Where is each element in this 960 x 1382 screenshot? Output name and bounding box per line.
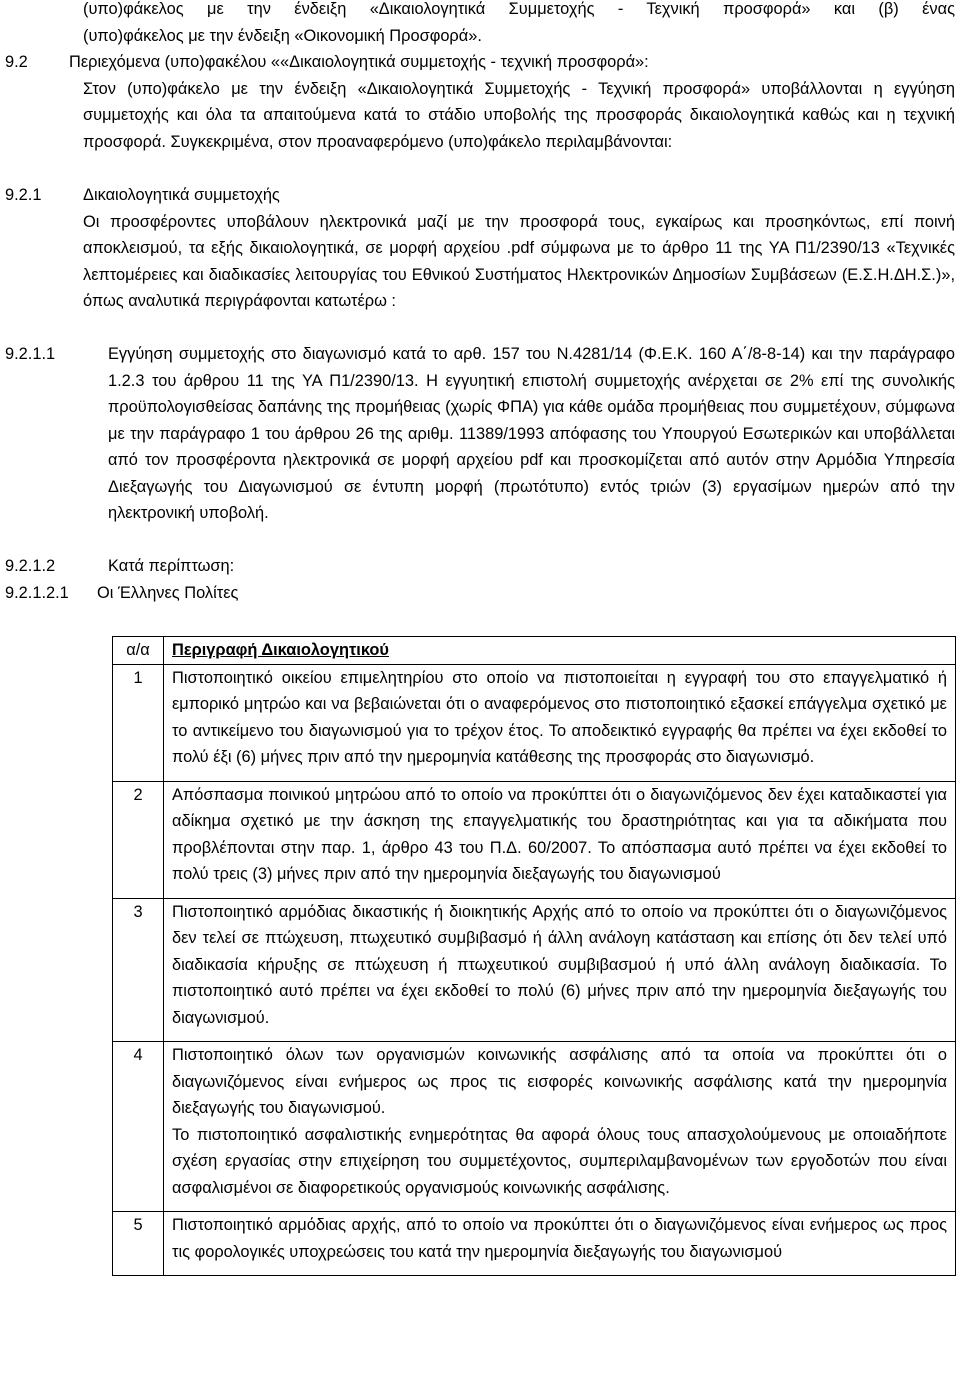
section-body: Οι προσφέροντες υποβάλουν ηλεκτρονικά μαζί με την προσφορά τους, εγκαίρως και προσηκόντως, επί ποινή αποκλεισμού, τα εξής δικαιολογητικά, σε μορφή αρχείου .pdf σύμφωνα με το άρθρο 11 της ΥΑ Π1/2390/13 «Τεχνικές λεπτομέρειες και διαδικασίες λειτουργίας του Εθνικού Συστήματος Ηλεκτρονικών Δημοσίων Συμβάσεων (Ε.Σ.Η.ΔΗ.Σ.)», όπως αναλυτικά περιγράφονται κατωτέρω :: [83, 212, 955, 310]
intro-line-2: (υπο)φάκελος με την ένδειξη «Οικονομική Προσφορά».: [83, 26, 482, 45]
section-title: Οι Έλληνες Πολίτες: [97, 584, 239, 602]
section-9-2-1-2-1: [5, 580, 955, 607]
description-paragraph: Πιστοποιητικό αρμόδιας αρχής, από το οποίο να προκύπτει ότι ο διαγωνιζόμενος είναι ενήμερος ως προς τις φορολογικές υποχρεώσεις του κατά την ημερομηνία διεξαγωγής του διαγωνισμού: [172, 1216, 947, 1261]
row-number: 1: [113, 664, 164, 781]
table-row: [113, 898, 956, 1042]
row-number: 2: [113, 781, 164, 898]
documents-table: [112, 636, 956, 1276]
row-description: [164, 664, 956, 781]
section-number: 9.2.1.2.1: [5, 584, 69, 602]
section-title: Δικαιολογητικά συμμετοχής: [83, 186, 280, 204]
section-body: Εγγύηση συμμετοχής στο διαγωνισμό κατά το αρθ. 157 του Ν.4281/14 (Φ.Ε.Κ. 160 Α΄/8-8-14) και την παράγραφο 1.2.3 του άρθρου 11 της ΥΑ Π1/2390/13. Η εγγυητική επιστολή συμμετοχής ανέρχεται σε 2% επί της συνολικής προϋπολογισθείσας δαπάνης της προμήθειας (χωρίς ΦΠΑ) για κάθε ομάδα προμήθειας που συμμετέχουν, σύμφωνα με την παράγραφο 1 του άρθρου 26 της αριθμ. 11389/1993 απόφασης του Υπουργού Εσωτερικών και υποβάλλεται από τον προσφέροντα ηλεκτρονικά σε μορφή αρχείου pdf και προσκομίζεται από αυτόν στην Αρμόδια Υπηρεσία Διεξαγωγής του Διαγωνισμού σε έντυπη μορφή (πρωτότυπο) εντός τριών (3) εργασίμων ημερών από την ηλεκτρονική υποβολή.: [108, 345, 955, 522]
section-9-2: [5, 49, 955, 155]
section-number: 9.2.1: [5, 186, 42, 204]
section-9-2-1-2: [5, 553, 955, 580]
description-paragraph: Το πιστοποιητικό ασφαλιστικής ενημερότητας θα αφορά όλους τους απασχολούμενους με οποιαδήποτε σχέση εργασίας στην επιχείρηση του συμμετέχοντος, συμπεριλαμβανομένων των εργοδοτών που είναι ασφαλισμένοι σε διαφορετικούς οργανισμούς κοινωνικής ασφάλισης.: [172, 1125, 947, 1197]
table-row: [113, 1042, 956, 1212]
row-description: [164, 1212, 956, 1276]
section-9-2-1: [5, 182, 955, 315]
row-description: [164, 898, 956, 1042]
row-description: [164, 1042, 956, 1212]
row-number: 4: [113, 1042, 164, 1212]
row-description: [164, 781, 956, 898]
section-number: 9.2: [5, 53, 28, 71]
intro-paragraph: [83, 0, 955, 49]
section-title: Κατά περίπτωση:: [108, 557, 235, 575]
header-num: α/α: [113, 637, 164, 665]
table-row: [113, 1212, 956, 1276]
table-row: [113, 781, 956, 898]
description-paragraph: Πιστοποιητικό οικείου επιμελητηρίου στο οποίο να πιστοποιείται η εγγραφή του στο επαγγελματικό ή εμπορικό μητρώο και να βεβαιώνεται ότι ο αναφερόμενος στο πιστοποιητικό εξασκεί επάγγελμα σχετικό με το αντικείμενο του διαγωνισμού για το τρέχον έτος. Το αποδεικτικό εγγραφής θα πρέπει να έχει εκδοθεί το πολύ έξι (6) μήνες πριν από την ημερομηνία κατάθεσης της προσφοράς στο διαγωνισμό.: [172, 668, 947, 766]
section-body: Στον (υπο)φάκελο με την ένδειξη «Δικαιολογητικά Συμμετοχής - Τεχνική προσφορά» υποβάλλονται η εγγύηση συμμετοχής και όλα τα απαιτούμενα κατά το στάδιο υποβολής της προσφοράς δικαιολογητικά καθώς και η τεχνική προσφορά. Συγκεκριμένα, στον προαναφερόμενο (υπο)φάκελο περιλαμβάνονται:: [83, 79, 955, 151]
row-number: 3: [113, 898, 164, 1042]
section-number: 9.2.1.2: [5, 557, 56, 575]
description-paragraph: Πιστοποιητικό όλων των οργανισμών κοινωνικής ασφάλισης από τα οποία να προκύπτει ότι ο διαγωνιζόμενος είναι ενήμερος ως προς τις εισφορές κοινωνικής ασφάλισης κατά την ημερομηνία διεξαγωγής του διαγωνισμού.: [172, 1046, 947, 1117]
description-paragraph: Απόσπασμα ποινικού μητρώου από το οποίο να προκύπτει ότι ο διαγωνιζόμενος δεν έχει καταδικαστεί για αδίκημα σχετικό με την άσκηση της επαγγελματικής του δραστηριότητας και για τα αδικήματα που προβλέπονται στην παρ. 1, άρθρο 43 του Π.Δ. 60/2007. Το απόσπασμα αυτό πρέπει να έχει εκδοθεί το πολύ τρεις (3) μήνες πριν από την ημερομηνία διεξαγωγής του διαγωνισμού: [172, 785, 947, 883]
header-description: Περιγραφή Δικαιολογητικού: [164, 637, 956, 665]
row-number: 5: [113, 1212, 164, 1276]
description-paragraph: Πιστοποιητικό αρμόδιας δικαστικής ή διοικητικής Αρχής από το οποίο να προκύπτει ότι ο διαγωνιζόμενος δεν τελεί σε πτώχευση, πτωχευτικό συμβιβασμό ή άλλη ανάλογη κατάσταση και επίσης ότι δεν τελεί υπό διαδικασία κήρυξης σε πτώχευση ή πτωχευτικού συμβιβασμού ή υπό άλλη ανάλογη διαδικασία. Το πιστοποιητικό αυτό πρέπει να έχει εκδοθεί το πολύ (6) μήνες πριν από την ημερομηνία διεξαγωγής του διαγωνισμού.: [172, 902, 947, 1027]
section-number: 9.2.1.1: [5, 345, 56, 363]
table-row: [113, 664, 956, 781]
section-9-2-1-1: [5, 341, 955, 527]
section-title: Περιεχόμενα (υπο)φακέλου ««Δικαιολογητικά συμμετοχής - τεχνική προσφορά»:: [69, 53, 649, 71]
table-header-row: [113, 637, 956, 665]
intro-line-1: (υπο)φάκελος με την ένδειξη «Δικαιολογητικά Συμμετοχής - Τεχνική προσφορά» και (β) ένας: [83, 0, 955, 18]
